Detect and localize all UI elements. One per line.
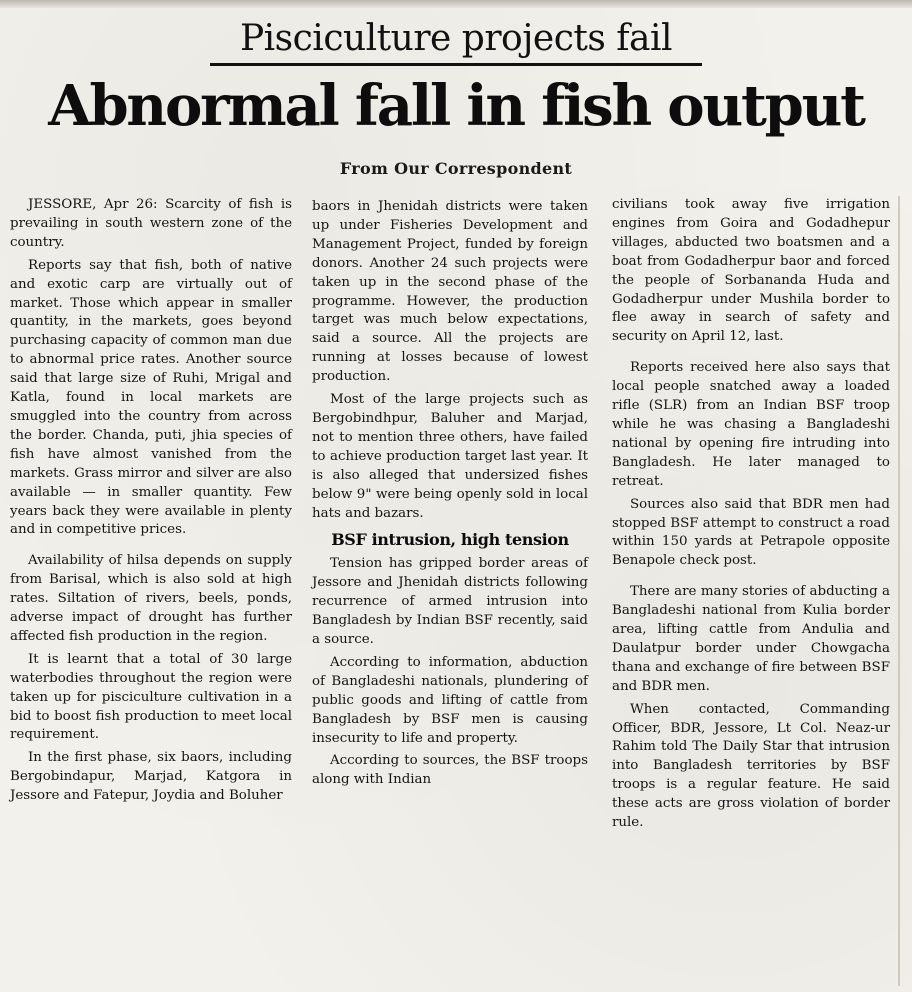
paragraph: It is learnt that a total of 30 large waterbodies throughout the region were taken up for pisciculture cultivation in a bid to boost fish production to meet local requirement. [10, 651, 292, 743]
paragraph: According to information, abduction of Bangladeshi nationals, plundering of public goods and lifting of cattle from Bangladesh by BSF men is causing insecurity to life and property. [312, 654, 588, 746]
paragraph: In the first phase, six baors, including Bergobindapur, Marjad, Katgora in Jessore and Fatepur, Joydia and Boluher [10, 750, 292, 804]
paragraph: Availability of hilsa depends on supply from Barisal, which is also sold at high rates. Siltation of rivers, beels, ponds, adverse impact of drought has further affected fish production in the region. [10, 553, 292, 644]
article-column-2 [312, 198, 588, 794]
paragraph: When contacted, Commanding Officer, BDR, Jessore, Lt Col. Neaz-ur Rahim told The Daily Star that intrusion into Bangladesh territories by BSF troops is a regular feature. He said these acts are gross violation of border rule. [612, 701, 890, 831]
byline: From Our Correspondent [339, 159, 573, 178]
paragraph: Reports received here also says that local people snatched away a loaded rifle (SLR) from an Indian BSF troop while he was chasing a Bangladeshi national by opening fire intruding into Bangladesh. He later managed to retreat. [612, 360, 890, 489]
paragraph: Sources also said that BDR men had stopped BSF attempt to construct a road within 150 yards at Petrapole opposite Benapole check post. [612, 496, 890, 569]
subheading: BSF intrusion, high tension [331, 530, 569, 550]
right-edge-rule [898, 196, 900, 986]
paragraph: Tension has gripped border areas of Jessore and Jhenidah districts following recurrence of armed intrusion into Bangladesh by Indian BSF recently, said a source. [312, 556, 588, 648]
paragraph: civilians took away five irrigation engines from Goira and Godadhepur villages, abducted two boatsmen and a boat from Godadherpur baor and forced the people of Sorbananda Huda and Godadherpur under Mushila border to flee away in search of safety and security on April 12, last. [612, 197, 890, 345]
paragraph: There are many stories of abducting a Bangladeshi national from Kulia border area, lifting cattle from Andulia and Daulatpur border under Chowgacha thana and exchange of fire between BSF and BDR men. [612, 584, 890, 694]
top-rule [0, 0, 912, 8]
article-column-1 [10, 196, 292, 810]
kicker-heading: Pisciculture projects fail [210, 14, 702, 66]
paragraph: According to sources, the BSF troops along with Indian [312, 753, 588, 788]
paragraph: JESSORE, Apr 26: Scarcity of fish is prevailing in south western zone of the country. [10, 197, 292, 250]
paragraph: Reports say that fish, both of native and exotic carp are virtually out of market. Those which appear in smaller quantity, in the markets, goes beyond purchasing capacity of common man due to abnormal price rates. Another source said that large size of Ruhi, Mrigal and Katla, found in local markets are smuggled into the country from across the border. Chanda, puti, jhia species of fish have almost vanished from the markets. Grass mirror and silver are also available — in smaller quantity. Few years back they were available in plenty and in competitive prices. [10, 257, 292, 538]
article-column-3 [612, 196, 890, 837]
paragraph: baors in Jhenidah districts were taken up under Fisheries Development and Management Project, funded by foreign donors. Another 24 such projects were taken up in the second phase of the programme. However, the production target was much below expectations, said a source. All the projects are running at losses because of lowest production. [312, 199, 588, 385]
main-headline: Abnormal fall in fish output [48, 73, 864, 139]
paragraph: Most of the large projects such as Bergobindhpur, Baluher and Marjad, not to mention three others, have failed to achieve production target last year. It is also alleged that undersized fishes below 9" were being openly sold in local hats and bazars. [312, 392, 588, 521]
